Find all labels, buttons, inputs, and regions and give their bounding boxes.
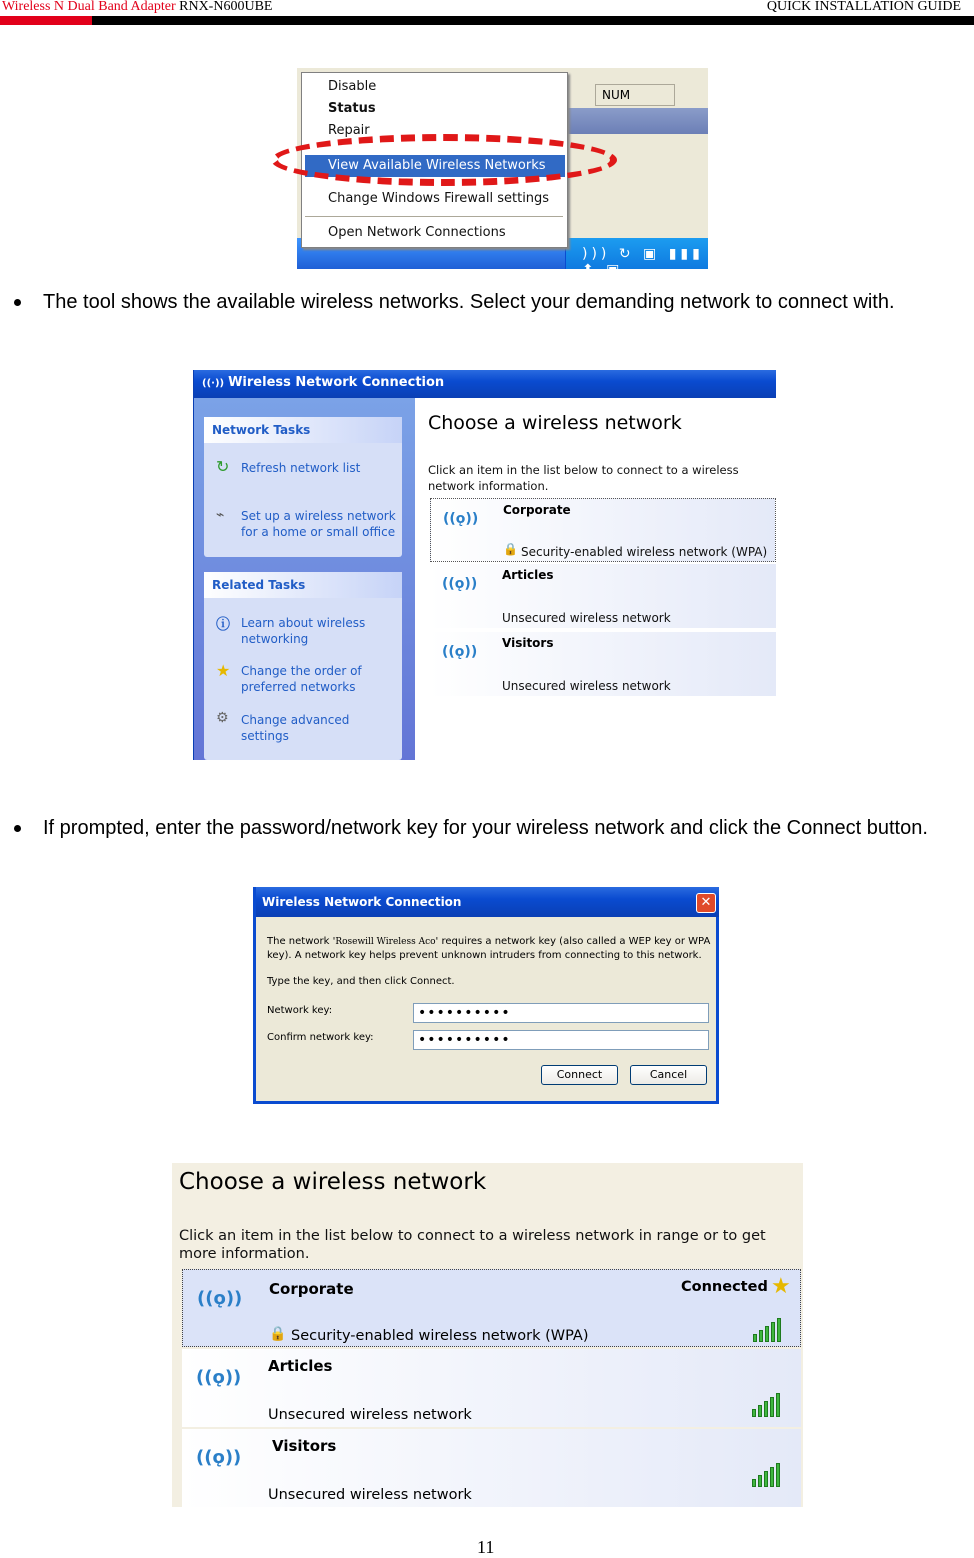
network-key-label: Network key: xyxy=(267,1005,333,1016)
result-row-corporate[interactable] xyxy=(182,1269,801,1347)
network-name: Articles xyxy=(502,568,554,582)
connect-button[interactable]: Connect xyxy=(541,1065,618,1085)
highlight-ellipse xyxy=(271,134,617,186)
network-name: Visitors xyxy=(272,1437,337,1455)
menu-item-open-connections[interactable]: Open Network Connections xyxy=(328,225,506,240)
network-tasks-panel xyxy=(204,417,402,557)
header-product: Wireless N Dual Band Adapter xyxy=(2,0,176,14)
close-icon: ✕ xyxy=(700,895,712,910)
key-dialog-titlebar xyxy=(256,887,719,917)
network-row-visitors[interactable] xyxy=(430,632,776,696)
confirm-key-label: Confirm network key: xyxy=(267,1032,374,1043)
window-blue-strip xyxy=(565,108,708,134)
task-setup-network[interactable]: Set up a wireless network for a home or small office xyxy=(241,509,396,539)
wnc-title: Wireless Network Connection xyxy=(228,375,445,390)
cancel-button[interactable]: Cancel xyxy=(630,1065,707,1085)
key-message-prefix: The network ' xyxy=(267,936,336,947)
key-dialog-instruction: Type the key, and then click Connect. xyxy=(267,976,455,987)
task-change-advanced[interactable]: Change advanced settings xyxy=(241,713,350,743)
network-row-articles[interactable] xyxy=(430,564,776,628)
wnc-window xyxy=(193,370,775,760)
network-status: Unsecured wireless network xyxy=(502,611,671,625)
wnc-title-icon: ((·)) xyxy=(202,378,225,389)
key-network-name: Rosewill Wireless Aco xyxy=(335,937,436,947)
network-status: Unsecured wireless network xyxy=(268,1407,472,1423)
lock-icon: 🔒 xyxy=(503,542,518,556)
header-model: RNX-N600UBE xyxy=(175,0,273,14)
bullet-step1 xyxy=(14,299,21,306)
antenna-icon: ((ǫ)) xyxy=(196,1367,242,1388)
bullet-step2 xyxy=(14,825,21,832)
task-refresh-network-list[interactable]: Refresh network list xyxy=(241,461,361,475)
wnc-titlebar xyxy=(194,370,776,398)
menu-item-disable[interactable]: Disable xyxy=(328,79,377,94)
statusbar-num-box xyxy=(595,84,675,106)
network-tasks-header[interactable]: Network Tasks xyxy=(204,417,402,443)
network-name: Articles xyxy=(268,1357,333,1375)
menu-item-view-networks[interactable]: View Available Wireless Networks xyxy=(328,158,546,173)
signal-strength-icon xyxy=(752,1393,780,1417)
antenna-icon: ((ǫ)) xyxy=(196,1447,242,1468)
result-description: Click an item in the list below to connect to a wireless network in range or to get more information. xyxy=(179,1228,766,1262)
header-title xyxy=(2,0,272,15)
network-row-corporate[interactable] xyxy=(430,498,776,562)
network-status: Unsecured wireless network xyxy=(268,1487,472,1503)
statusbar-num-label: NUM xyxy=(602,88,631,102)
info-icon: ⓘ xyxy=(216,617,230,633)
tray-icons: ))) ↻ ▣ ▮▮▮ ⬍ ▣ xyxy=(582,246,704,278)
network-name: Visitors xyxy=(502,636,554,650)
menu-item-repair[interactable]: Repair xyxy=(328,123,370,138)
key-dialog-title: Wireless Network Connection xyxy=(262,895,462,909)
menu-item-firewall[interactable]: Change Windows Firewall settings xyxy=(328,191,550,206)
network-name: Corporate xyxy=(269,1280,354,1298)
antenna-icon: ((ǫ)) xyxy=(197,1288,243,1309)
network-key-dialog xyxy=(253,887,719,1104)
key-dialog-message xyxy=(267,935,712,963)
antenna-icon: ((ǫ)) xyxy=(442,576,478,592)
step2-text: If prompted, enter the password/network key for your wireless network and click the Connect button. xyxy=(43,817,928,839)
network-status: Unsecured wireless network xyxy=(502,679,671,693)
menu-separator xyxy=(305,216,563,217)
star-icon: ★ xyxy=(216,661,231,680)
network-name: Corporate xyxy=(503,503,571,517)
refresh-icon: ↻ xyxy=(216,457,230,476)
result-row-visitors[interactable] xyxy=(182,1429,801,1507)
page-number: 11 xyxy=(477,1537,495,1557)
menu-item-status[interactable]: Status xyxy=(328,101,376,116)
setup-network-icon: ⌁ xyxy=(216,507,225,523)
network-status: Security-enabled wireless network (WPA) xyxy=(521,545,768,559)
confirm-key-input[interactable]: •••••••••• xyxy=(413,1030,709,1050)
header-divider-accent xyxy=(0,16,92,25)
signal-strength-icon xyxy=(753,1318,781,1342)
wnc-heading: Choose a wireless network xyxy=(428,412,682,434)
step1-text: The tool shows the available wireless networks. Select your demanding network to connect with. xyxy=(43,291,895,313)
related-tasks-header[interactable]: Related Tasks xyxy=(204,572,402,598)
close-button[interactable] xyxy=(696,893,716,913)
header-guide-title: QUICK INSTALLATION GUIDE xyxy=(766,0,961,14)
related-tasks-panel xyxy=(204,572,402,760)
network-key-input[interactable]: •••••••••• xyxy=(413,1003,709,1023)
task-learn-wireless[interactable]: Learn about wireless networking xyxy=(241,616,366,646)
context-menu-screenshot xyxy=(297,68,708,278)
antenna-icon: ((ǫ)) xyxy=(443,511,479,527)
lock-icon: 🔒 xyxy=(269,1326,287,1342)
connected-label: Connected xyxy=(681,1279,768,1295)
antenna-icon: ((ǫ)) xyxy=(442,644,478,660)
result-panel xyxy=(172,1163,803,1507)
task-change-order[interactable]: Change the order of preferred networks xyxy=(241,664,362,694)
network-status: Security-enabled wireless network (WPA) xyxy=(291,1328,589,1344)
result-heading: Choose a wireless network xyxy=(179,1169,487,1195)
key-message-suffix: ' requires a network key (also called a WEP key or WPA key). A network key helps prevent unknown intruders from connecting to this network. xyxy=(267,936,711,961)
result-row-articles[interactable] xyxy=(182,1349,801,1427)
header-divider xyxy=(0,16,974,25)
wnc-description: Click an item in the list below to connect to a wireless network information. xyxy=(428,463,739,493)
signal-strength-icon xyxy=(752,1463,780,1487)
settings-icon: ⚙ xyxy=(216,710,229,726)
star-icon: ★ xyxy=(771,1274,791,1299)
